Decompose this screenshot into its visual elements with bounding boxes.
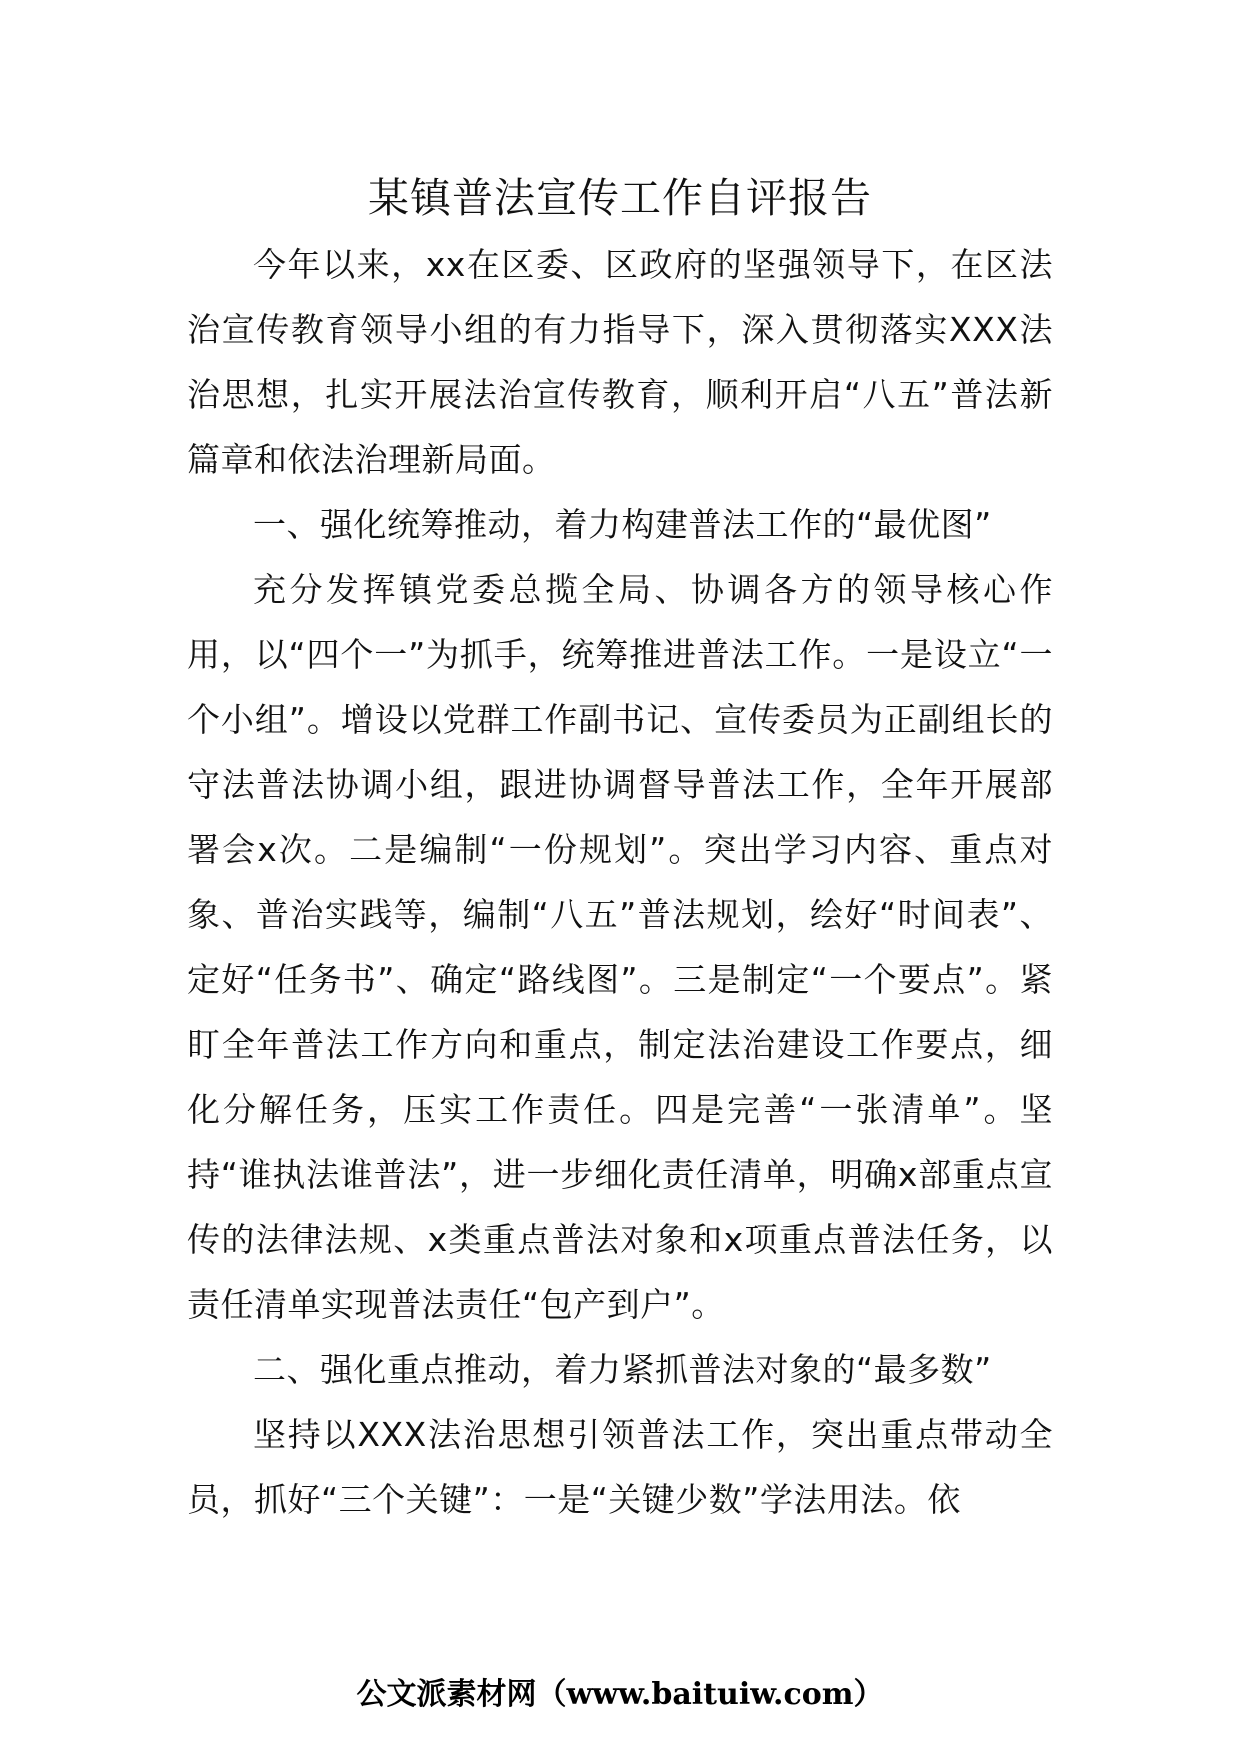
footer-watermark: 公文派素材网（www.baituiw.com）	[356, 1677, 884, 1712]
document-body	[187, 232, 1053, 1532]
document-title: 某镇普法宣传工作自评报告	[368, 174, 872, 222]
paragraph-section-2: 坚持以XXX法治思想引领普法工作，突出重点带动全员，抓好“三个关键”：一是“关键少数”学法用法。依	[187, 1415, 1053, 1519]
section-heading-1: 一、强化统筹推动，着力构建普法工作的“最优图”	[253, 505, 992, 544]
section-heading-2: 二、强化重点推动，着力紧抓普法对象的“最多数”	[253, 1350, 992, 1389]
paragraph-section-1: 充分发挥镇党委总揽全局、协调各方的领导核心作用，以“四个一”为抓手，统筹推进普法工作。一是设立“一个小组”。增设以党群工作副书记、宣传委员为正副组长的守法普法协调小组，跟进协调督导普法工作，全年开展部署会x次。二是编制“一份规划”。突出学习内容、重点对象、普治实践等，编制“八五”普法规划，绘好“时间表”、定好“任务书”、确定“路线图”。三是制定“一个要点”。紧盯全年普法工作方向和重点，制定法治建设工作要点，细化分解任务，压实工作责任。四是完善“一张清单”。坚持“谁执法谁普法”，进一步细化责任清单，明确x部重点宣传的法律法规、x类重点普法对象和x项重点普法任务，以责任清单实现普法责任“包产到户”。	[187, 570, 1053, 1324]
paragraph-intro: 今年以来，xx在区委、区政府的坚强领导下，在区法治宣传教育领导小组的有力指导下，深入贯彻落实XXX法治思想，扎实开展法治宣传教育，顺利开启“八五”普法新篇章和依法治理新局面。	[187, 245, 1053, 479]
